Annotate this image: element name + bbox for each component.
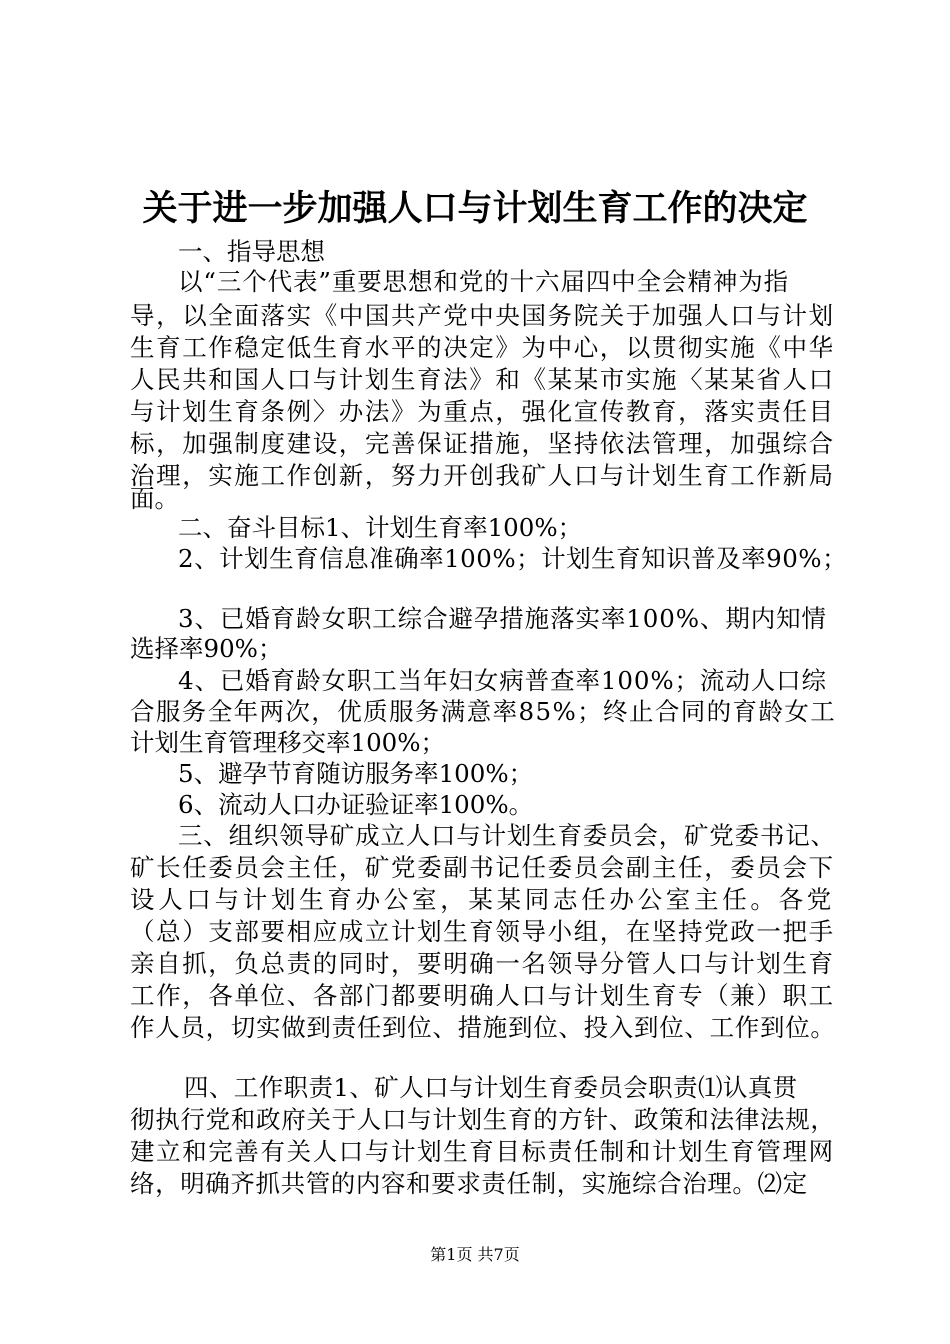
paragraph-line: 工作，各单位、各部门都要明确人口与计划生育专（兼）职工 bbox=[130, 981, 835, 1010]
paragraph-line: 四、工作职责1、矿人口与计划生育委员会职责⑴认真贯 bbox=[184, 1073, 798, 1102]
paragraph-line: 计划生育管理移交率100%； bbox=[130, 728, 446, 757]
paragraph-line: 面。 bbox=[130, 484, 179, 513]
document-title: 关于进一步加强人口与计划生育工作的决定 bbox=[142, 188, 808, 229]
paragraph-line: （总）支部要相应成立计划生育领导小组，在坚持党政一把手 bbox=[130, 917, 835, 946]
paragraph-line: 彻执行党和政府关于人口与计划生育的方针、政策和法律法规， bbox=[130, 1105, 836, 1134]
paragraph-line: 治理，实施工作创新，努力开创我矿人口与计划生育工作新局 bbox=[130, 461, 835, 490]
paragraph-line: 人民共和国人口与计划生育法》和《某某市实施〈某某省人口 bbox=[130, 365, 835, 394]
paragraph-line: 生育工作稳定低生育水平的决定》为中心，以贯彻实施《中华 bbox=[130, 333, 835, 362]
paragraph-line: 合服务全年两次，优质服务满意率85%；终止合同的育龄女工 bbox=[130, 697, 837, 726]
paragraph-line: 选择率90%； bbox=[130, 634, 283, 663]
paragraph-line: 二、奋斗目标1、计划生育率100%； bbox=[178, 513, 583, 542]
paragraph-line: 以“三个代表”重要思想和党的十六届四中全会精神为指 bbox=[178, 267, 790, 296]
paragraph-line: 亲自抓，负总责的同时，要明确一名领导分管人口与计划生育 bbox=[130, 949, 835, 978]
paragraph-line: 标，加强制度建设，完善保证措施，坚持依法管理，加强综合 bbox=[130, 429, 835, 458]
paragraph-line: 建立和完善有关人口与计划生育目标责任制和计划生育管理网 bbox=[130, 1137, 835, 1166]
paragraph-line: 三、组织领导矿成立人口与计划生育委员会，矿党委书记、 bbox=[178, 821, 836, 850]
paragraph-line: 3、已婚育龄女职工综合避孕措施落实率100%、期内知情 bbox=[178, 604, 827, 633]
page-number: 第1页 共7页 bbox=[430, 1245, 520, 1264]
section-heading: 一、指导思想 bbox=[178, 237, 325, 266]
paragraph-line: 矿长任委员会主任，矿党委副书记任委员会副主任，委员会下 bbox=[130, 853, 835, 882]
paragraph-line: 2、计划生育信息准确率100%；计划生育知识普及率90%； bbox=[178, 544, 848, 573]
paragraph-line: 作人员，切实做到责任到位、措施到位、投入到位、工作到位。 bbox=[130, 1013, 836, 1042]
paragraph-line: 5、避孕节育随访服务率100%； bbox=[178, 759, 534, 788]
paragraph-line: 4、已婚育龄女职工当年妇女病普查率100%；流动人口综 bbox=[178, 666, 827, 695]
paragraph-line: 与计划生育条例〉办法》为重点，强化宣传教育，落实责任目 bbox=[130, 397, 835, 426]
paragraph-line: 设人口与计划生育办公室，某某同志任办公室主任。各党 bbox=[130, 885, 835, 914]
paragraph-line: 6、流动人口办证验证率100%。 bbox=[178, 790, 534, 819]
paragraph-line: 导，以全面落实《中国共产党中央国务院关于加强人口与计划 bbox=[130, 301, 835, 330]
paragraph-line: 络，明确齐抓共管的内容和要求责任制，实施综合治理。⑵定 bbox=[130, 1169, 808, 1198]
